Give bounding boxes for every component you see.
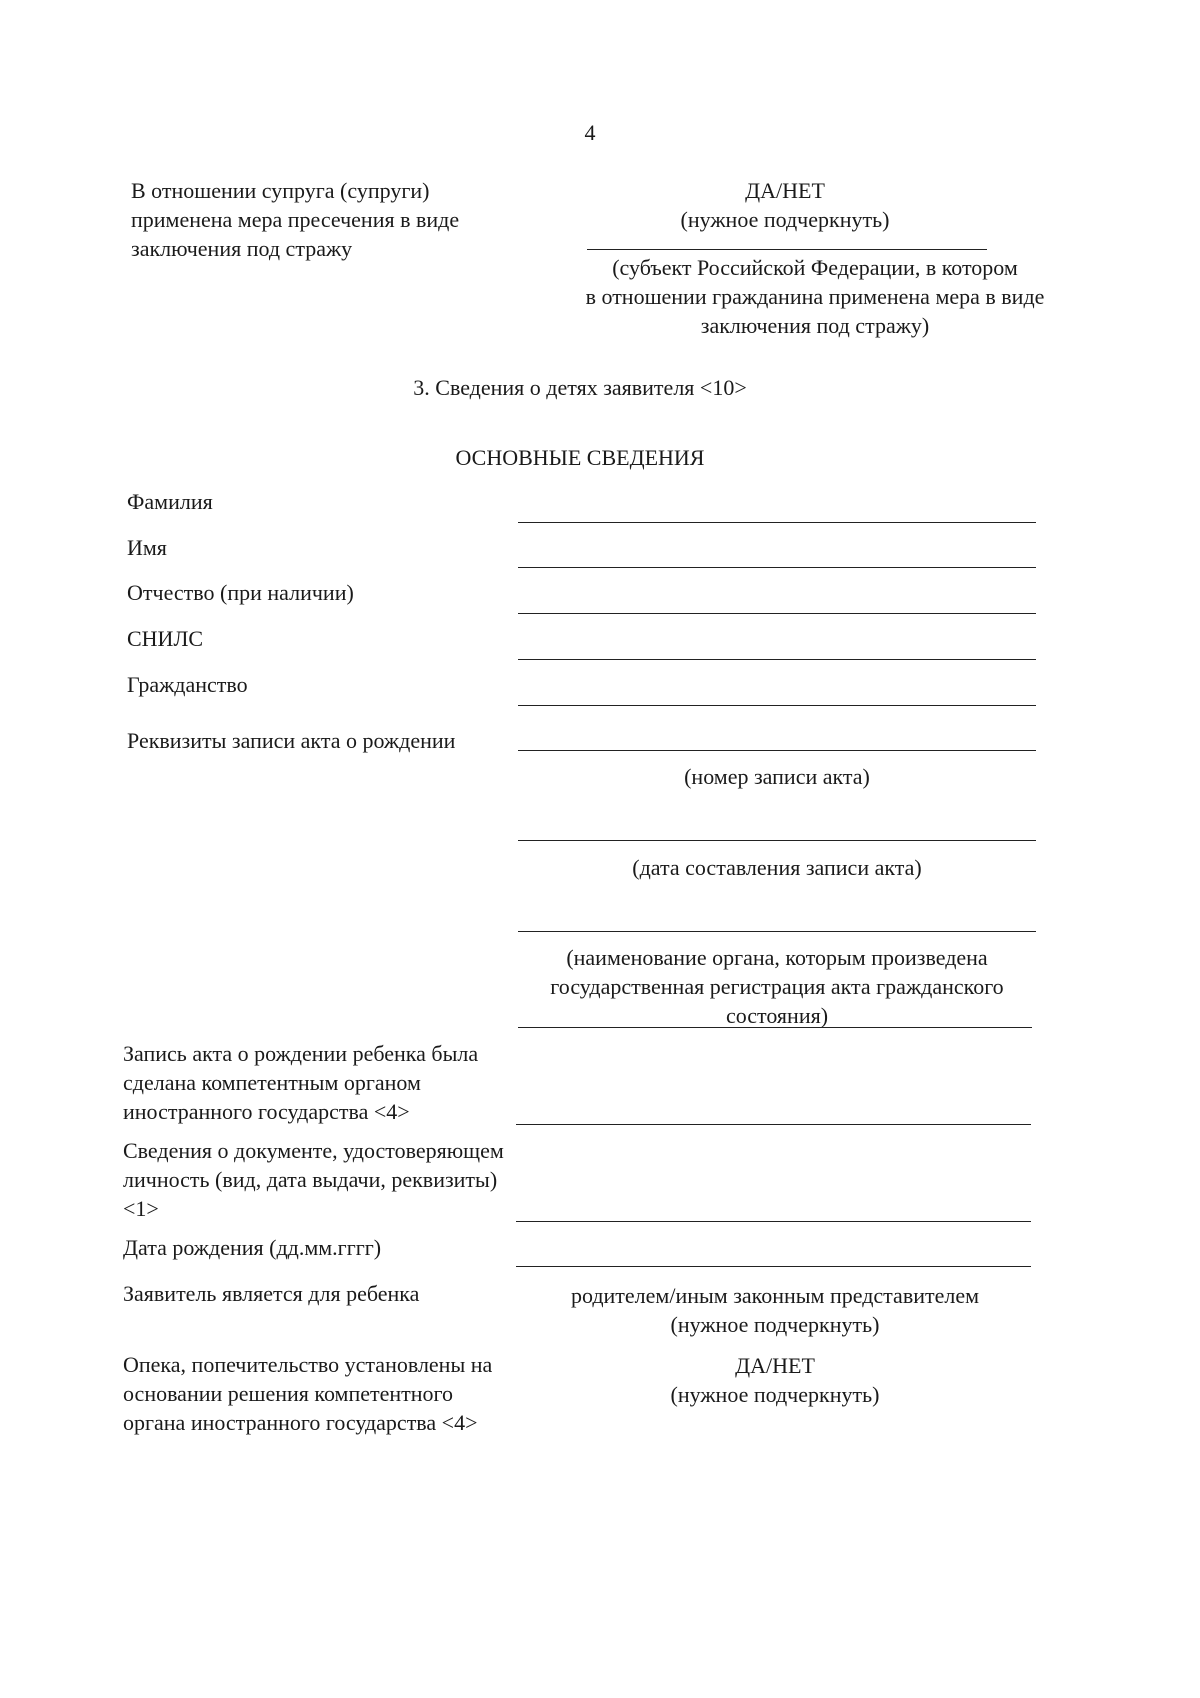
spouse-label-line: заключения под стражу [131,236,353,261]
spouse-detention-label [131,176,459,263]
yes-no-option[interactable]: ДА/НЕТ [735,1353,815,1378]
label-line: сделана компетентным органом [123,1070,421,1095]
birth-record-label: Реквизиты записи акта о рождении [127,728,456,753]
spouse-label-line: В отношении супруга (супруги) [131,178,430,203]
region-caption [530,253,1100,340]
underline-hint: (нужное подчеркнуть) [680,207,890,232]
authority-caption [518,943,1036,1030]
snils-input-line[interactable] [518,659,1036,660]
birth-date-input-line[interactable] [516,1266,1031,1267]
citizenship-input-line[interactable] [518,705,1036,706]
identity-doc-label [123,1136,504,1223]
label-line: личность (вид, дата выдачи, реквизиты) [123,1167,498,1192]
snils-label: СНИЛС [127,626,204,651]
record-number-caption: (номер записи акта) [684,764,870,789]
authority-input-line[interactable] [518,931,1036,932]
spouse-label-line: применена мера пресечения в виде [131,207,460,232]
region-input-line[interactable] [587,249,987,250]
guardianship-yes-no [610,1351,940,1409]
role-options[interactable]: родителем/иным законным представителем [570,1283,980,1308]
foreign-record-input-line[interactable] [516,1124,1031,1125]
caption-line: (наименование органа, которым произведена [566,945,988,970]
birth-date-label: Дата рождения (дд.мм.гггг) [123,1235,382,1260]
underline-hint: (нужное подчеркнуть) [670,1382,880,1407]
yes-no-option[interactable]: ДА/НЕТ [745,178,825,203]
label-line: основании решения компетентного [123,1381,454,1406]
record-date-input-line[interactable] [518,840,1036,841]
subsection-title: ОСНОВНЫЕ СВЕДЕНИЯ [455,445,705,470]
caption-line: состояния) [725,1003,829,1028]
underline-hint: (нужное подчеркнуть) [670,1312,880,1337]
authority-bottom-line [518,1027,1032,1028]
patronymic-input-line[interactable] [518,613,1036,614]
patronymic-label: Отчество (при наличии) [127,580,354,605]
label-line: Запись акта о рождении ребенка была [123,1041,479,1066]
caption-line: в отношении гражданина применена мера в виде [585,284,1045,309]
section-title: 3. Сведения о детях заявителя <10> [413,375,747,400]
label-line: Опека, попечительство установлены на [123,1352,493,1377]
page-number: 4 [584,120,596,145]
guardianship-label [123,1350,492,1437]
caption-line: государственная регистрация акта гражданского [550,974,1004,999]
record-date-caption: (дата составления записи акта) [632,855,922,880]
foreign-record-label [123,1039,478,1126]
citizenship-label: Гражданство [127,672,248,697]
record-number-input-line[interactable] [518,750,1036,751]
label-line: иностранного государства <4> [123,1099,410,1124]
label-line: Сведения о документе, удостоверяющем [123,1138,504,1163]
applicant-role-label: Заявитель является для ребенка [123,1281,420,1306]
label-line: органа иностранного государства <4> [123,1410,478,1435]
name-input-line[interactable] [518,567,1036,568]
surname-input-line[interactable] [518,522,1036,523]
caption-line: заключения под стражу) [700,313,930,338]
caption-line: (субъект Российской Федерации, в котором [612,255,1018,280]
spouse-yes-no [620,176,950,234]
label-line: <1> [123,1196,159,1221]
identity-doc-input-line[interactable] [516,1221,1031,1222]
applicant-role-choice [530,1281,1020,1339]
surname-label: Фамилия [127,489,213,514]
name-label: Имя [127,535,167,560]
